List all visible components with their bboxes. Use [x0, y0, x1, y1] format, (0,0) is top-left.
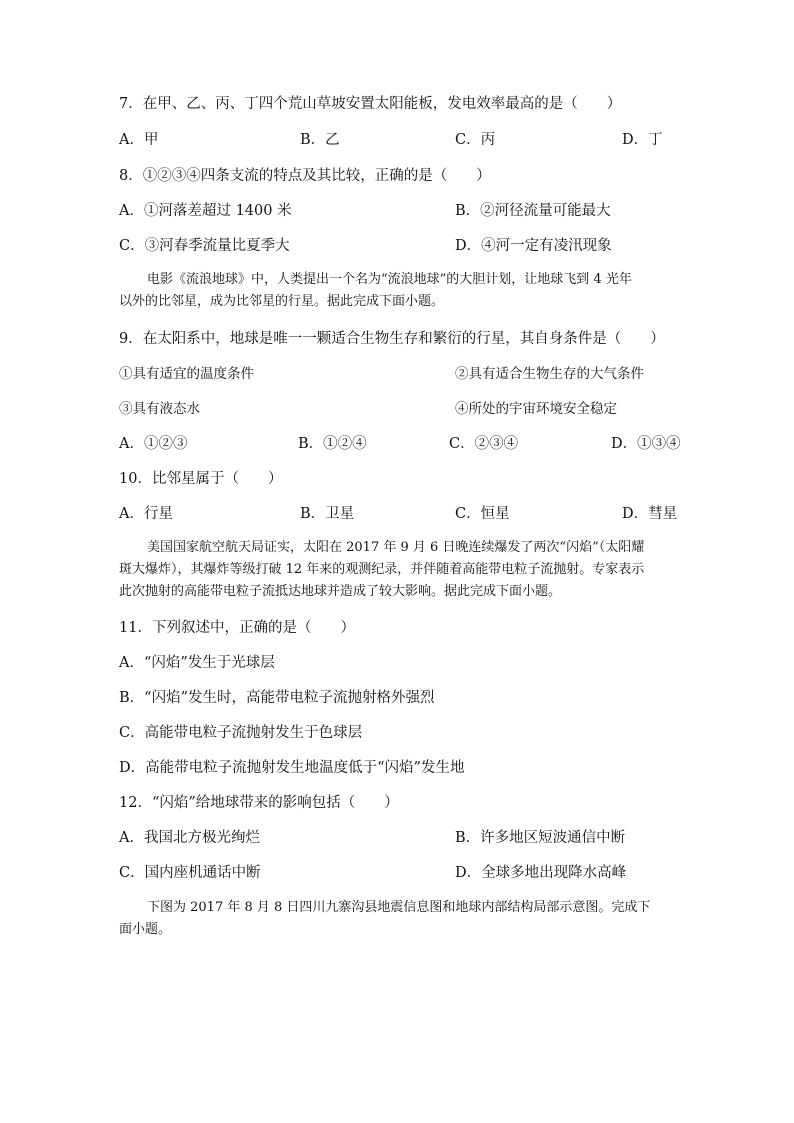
passage-earthquake	[119, 897, 675, 941]
q12-option-d: D．全球多地出现降水高峰	[455, 865, 627, 881]
passage-line: 下图为 2017 年 8 月 8 日四川九寨沟县地震信息图和地球内部结构局部示意图。完成下	[147, 900, 651, 915]
passage-line: 面小题。	[119, 922, 172, 937]
q9-condition-2: ②具有适合生物生存的大气条件	[455, 366, 644, 382]
q9-stem: 9．在太阳系中，地球是唯一一颗适合生物生存和繁衍的行星，其自身条件是（ ）	[119, 331, 665, 347]
q12-option-c: C．国内座机通话中断	[119, 865, 261, 881]
q12-option-a: A．我国北方极光绚烂	[119, 830, 260, 846]
q10-option-b: B．卫星	[300, 506, 355, 522]
q11-option-a: A．“闪焰”发生于光球层	[119, 655, 275, 671]
q11-option-b: B．“闪焰”发生时，高能带电粒子流抛射格外强烈	[119, 690, 435, 706]
q9-option-b: B．①②④	[298, 436, 367, 452]
q10-option-c: C．恒星	[455, 506, 510, 522]
passage-wandering-earth	[119, 269, 675, 313]
passage-line: 电影《流浪地球》中，人类提出一个名为“流浪地球”的大胆计划，让地球飞到 4 光年	[147, 272, 632, 287]
q7-option-d: D．丁	[622, 132, 663, 148]
q9-condition-4: ④所处的宇宙环境安全稳定	[455, 401, 617, 417]
q9-condition-1: ①具有适宜的温度条件	[119, 366, 254, 382]
q10-option-a: A．行星	[119, 506, 173, 522]
passage-line: 以外的比邻星，成为比邻星的行星。据此完成下面小题。	[119, 294, 445, 309]
q8-stem: 8．①②③④四条支流的特点及其比较，正确的是（ ）	[119, 168, 491, 184]
q11-option-d: D．高能带电粒子流抛射发生地温度低于“闪焰”发生地	[119, 760, 465, 776]
q8-option-a: A．①河落差超过 1400 米	[119, 203, 292, 219]
q11-option-c: C．高能带电粒子流抛射发生于色球层	[119, 725, 363, 741]
q9-option-c: C．②③④	[449, 436, 519, 452]
q7-option-c: C．丙	[455, 132, 496, 148]
q8-option-b: B．②河径流量可能最大	[455, 203, 611, 219]
q11-stem: 11．下列叙述中，正确的是（ ）	[119, 620, 355, 636]
q9-option-a: A．①②③	[119, 436, 188, 452]
q12-option-b: B．许多地区短波通信中断	[455, 830, 626, 846]
q7-stem: 7．在甲、乙、丙、丁四个荒山草坡安置太阳能板，发电效率最高的是（ ）	[119, 96, 622, 112]
passage-solar-flare	[119, 537, 675, 603]
q12-stem: 12．“闪焰”给地球带来的影响包括（ ）	[119, 795, 399, 811]
q8-option-d: D．④河一定有凌汛现象	[455, 238, 612, 254]
q7-option-a: A．甲	[119, 132, 159, 148]
q7-option-b: B．乙	[300, 132, 340, 148]
q8-option-c: C．③河春季流量比夏季大	[119, 238, 290, 254]
q9-condition-3: ③具有液态水	[119, 401, 200, 417]
q10-stem: 10．比邻星属于（ ）	[119, 471, 283, 487]
passage-line: 此次抛射的高能带电粒子流抵达地球并造成了较大影响。据此完成下面小题。	[119, 584, 562, 599]
q9-option-d: D．①③④	[611, 436, 681, 452]
passage-line: 美国国家航空航天局证实，太阳在 2017 年 9 月 6 日晚连续爆发了两次“闪焰”（太阳耀	[147, 540, 645, 555]
passage-line: 斑大爆炸），其爆炸等级打破 12 年来的观测纪录，并伴随着高能带电粒子流抛射。专家表示	[119, 562, 645, 577]
q10-option-d: D．彗星	[622, 506, 678, 522]
